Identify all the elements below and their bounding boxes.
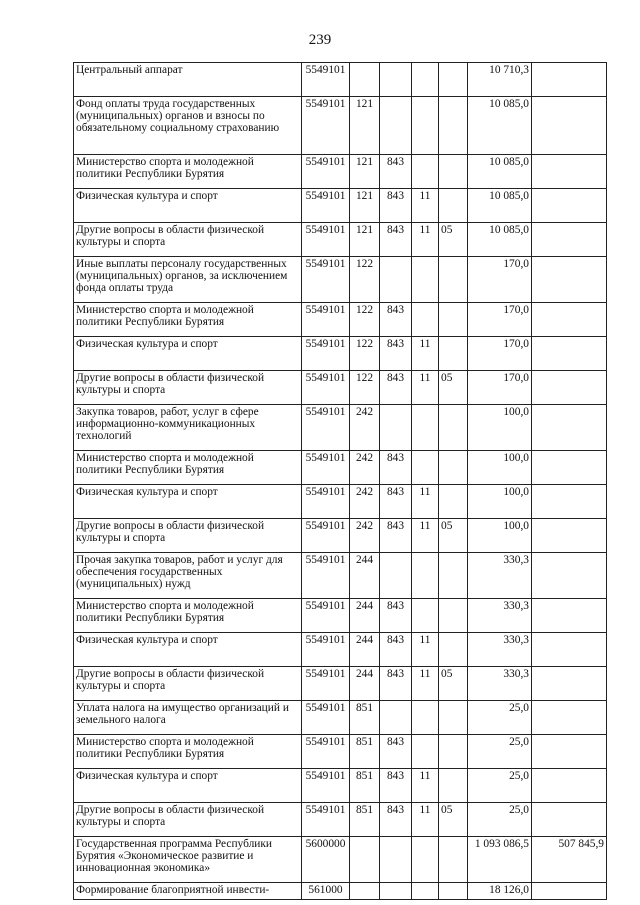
section-cell [412,701,439,735]
ministry-code-cell: 843 [380,451,412,485]
expense-type-cell: 851 [350,701,380,735]
amount-cell: 1 093 086,5 [468,837,532,883]
table-row [74,837,607,883]
target-code-cell: 5549101 [302,735,350,769]
extra-amount-cell [532,667,607,701]
extra-amount-cell [532,257,607,303]
extra-amount-cell [532,519,607,553]
item-name-cell: Физическая культура и спорт [74,633,302,667]
subsection-cell [439,769,468,803]
extra-amount-cell [532,337,607,371]
subsection-cell [439,257,468,303]
item-name-cell: Министерство спорта и молодежной политики Республики Бурятия [74,303,302,337]
expense-type-cell: 122 [350,337,380,371]
item-name-cell: Министерство спорта и молодежной политики Республики Бурятия [74,155,302,189]
extra-amount-cell [532,371,607,405]
amount-cell: 330,3 [468,553,532,599]
subsection-cell: 05 [439,803,468,837]
expense-type-cell: 851 [350,735,380,769]
target-code-cell: 5549101 [302,553,350,599]
subsection-cell [439,303,468,337]
table-row [74,405,607,451]
table-row [74,599,607,633]
item-name-cell: Другие вопросы в области физической культуры и спорта [74,371,302,405]
amount-cell: 10 085,0 [468,189,532,223]
section-cell: 11 [412,769,439,803]
section-cell [412,735,439,769]
section-cell [412,257,439,303]
target-code-cell: 5549101 [302,769,350,803]
extra-amount-cell [532,155,607,189]
extra-amount-cell [532,701,607,735]
amount-cell: 170,0 [468,337,532,371]
amount-cell: 25,0 [468,803,532,837]
ministry-code-cell: 843 [380,337,412,371]
table-row [74,337,607,371]
expense-type-cell: 122 [350,303,380,337]
section-cell: 11 [412,371,439,405]
item-name-cell: Другие вопросы в области физической культуры и спорта [74,803,302,837]
subsection-cell: 05 [439,371,468,405]
section-cell [412,553,439,599]
subsection-cell: 05 [439,519,468,553]
subsection-cell [439,599,468,633]
amount-cell: 10 710,3 [468,63,532,97]
subsection-cell [439,735,468,769]
section-cell: 11 [412,223,439,257]
amount-cell: 170,0 [468,257,532,303]
table-row [74,257,607,303]
target-code-cell: 5549101 [302,223,350,257]
ministry-code-cell [380,405,412,451]
ministry-code-cell [380,883,412,900]
amount-cell: 25,0 [468,769,532,803]
item-name-cell: Другие вопросы в области физической культуры и спорта [74,223,302,257]
subsection-cell [439,155,468,189]
ministry-code-cell [380,63,412,97]
section-cell: 11 [412,803,439,837]
expense-type-cell: 121 [350,223,380,257]
table-row [74,519,607,553]
target-code-cell: 5549101 [302,405,350,451]
target-code-cell: 5549101 [302,337,350,371]
item-name-cell: Фонд оплаты труда государственных (муниципальных) органов и взносы по обязательному социальному страхованию [74,97,302,155]
ministry-code-cell [380,701,412,735]
target-code-cell: 5549101 [302,451,350,485]
amount-cell: 170,0 [468,371,532,405]
ministry-code-cell [380,553,412,599]
target-code-cell: 5549101 [302,155,350,189]
table-row [74,633,607,667]
table-row [74,63,607,97]
extra-amount-cell [532,189,607,223]
table-row [74,371,607,405]
target-code-cell: 5549101 [302,485,350,519]
target-code-cell: 5549101 [302,633,350,667]
table-row [74,553,607,599]
expense-type-cell [350,63,380,97]
item-name-cell: Другие вопросы в области физической культуры и спорта [74,519,302,553]
extra-amount-cell [532,735,607,769]
section-cell: 11 [412,189,439,223]
table-row [74,769,607,803]
expense-type-cell: 244 [350,667,380,701]
ministry-code-cell: 843 [380,599,412,633]
target-code-cell: 5549101 [302,701,350,735]
subsection-cell [439,405,468,451]
section-cell: 11 [412,667,439,701]
extra-amount-cell [532,883,607,900]
extra-amount-cell [532,97,607,155]
extra-amount-cell [532,303,607,337]
subsection-cell [439,883,468,900]
expense-type-cell: 242 [350,451,380,485]
item-name-cell: Центральный аппарат [74,63,302,97]
table-row [74,223,607,257]
ministry-code-cell: 843 [380,735,412,769]
item-name-cell: Физическая культура и спорт [74,189,302,223]
expense-type-cell [350,883,380,900]
amount-cell: 10 085,0 [468,155,532,189]
extra-amount-cell [532,769,607,803]
page-number: 239 [308,32,332,48]
subsection-cell [439,633,468,667]
section-cell: 11 [412,337,439,371]
table-row [74,155,607,189]
expense-type-cell [350,837,380,883]
table-row [74,189,607,223]
table-row [74,701,607,735]
extra-amount-cell [532,451,607,485]
extra-amount-cell [532,633,607,667]
target-code-cell: 5549101 [302,257,350,303]
extra-amount-cell [532,599,607,633]
ministry-code-cell: 843 [380,633,412,667]
extra-amount-cell [532,553,607,599]
extra-amount-cell [532,223,607,257]
extra-amount-cell [532,405,607,451]
expense-type-cell: 121 [350,189,380,223]
subsection-cell [439,451,468,485]
ministry-code-cell: 843 [380,667,412,701]
extra-amount-cell [532,63,607,97]
ministry-code-cell: 843 [380,519,412,553]
amount-cell: 100,0 [468,405,532,451]
extra-amount-cell: 507 845,9 [532,837,607,883]
target-code-cell: 5600000 [302,837,350,883]
item-name-cell: Министерство спорта и молодежной политики Республики Бурятия [74,451,302,485]
section-cell [412,63,439,97]
item-name-cell: Министерство спорта и молодежной политики Республики Бурятия [74,735,302,769]
subsection-cell [439,63,468,97]
expense-type-cell: 244 [350,599,380,633]
table-row [74,803,607,837]
ministry-code-cell: 843 [380,155,412,189]
target-code-cell: 5549101 [302,667,350,701]
expense-type-cell: 122 [350,257,380,303]
subsection-cell [439,337,468,371]
expense-type-cell: 242 [350,405,380,451]
section-cell: 11 [412,519,439,553]
table-row [74,97,607,155]
expense-type-cell: 851 [350,769,380,803]
section-cell: 11 [412,633,439,667]
amount-cell: 330,3 [468,633,532,667]
expense-type-cell: 121 [350,97,380,155]
budget-table [73,62,607,900]
amount-cell: 100,0 [468,485,532,519]
item-name-cell: Физическая культура и спорт [74,337,302,371]
section-cell [412,155,439,189]
section-cell [412,837,439,883]
ministry-code-cell: 843 [380,769,412,803]
section-cell [412,303,439,337]
ministry-code-cell: 843 [380,189,412,223]
subsection-cell: 05 [439,667,468,701]
ministry-code-cell: 843 [380,223,412,257]
table-row [74,735,607,769]
expense-type-cell: 851 [350,803,380,837]
item-name-cell: Государственная программа Республики Бурятия «Экономическое развитие и инновационная экономика» [74,837,302,883]
amount-cell: 100,0 [468,451,532,485]
table-row [74,451,607,485]
ministry-code-cell: 843 [380,803,412,837]
item-name-cell: Министерство спорта и молодежной политики Республики Бурятия [74,599,302,633]
target-code-cell: 5549101 [302,189,350,223]
amount-cell: 25,0 [468,735,532,769]
expense-type-cell: 244 [350,553,380,599]
item-name-cell: Формирование благоприятной инвести- [74,883,302,900]
subsection-cell [439,837,468,883]
expense-type-cell: 121 [350,155,380,189]
item-name-cell: Прочая закупка товаров, работ и услуг для обеспечения государственных (муниципальных) нужд [74,553,302,599]
item-name-cell: Другие вопросы в области физической культуры и спорта [74,667,302,701]
item-name-cell: Физическая культура и спорт [74,485,302,519]
target-code-cell: 5549101 [302,519,350,553]
amount-cell: 170,0 [468,303,532,337]
item-name-cell: Закупка товаров, работ, услуг в сфере информационно-коммуникационных технологий [74,405,302,451]
amount-cell: 18 126,0 [468,883,532,900]
section-cell [412,883,439,900]
target-code-cell: 5549101 [302,97,350,155]
section-cell [412,599,439,633]
target-code-cell: 5549101 [302,303,350,337]
subsection-cell [439,701,468,735]
amount-cell: 10 085,0 [468,223,532,257]
subsection-cell [439,485,468,519]
amount-cell: 10 085,0 [468,97,532,155]
table-row [74,883,607,900]
ministry-code-cell [380,257,412,303]
table-row [74,303,607,337]
amount-cell: 100,0 [468,519,532,553]
target-code-cell: 5549101 [302,371,350,405]
item-name-cell: Иные выплаты персоналу государственных (муниципальных) органов, за исключением фонда оплаты труда [74,257,302,303]
section-cell [412,97,439,155]
target-code-cell: 5549101 [302,803,350,837]
expense-type-cell: 242 [350,485,380,519]
amount-cell: 330,3 [468,667,532,701]
expense-type-cell: 242 [350,519,380,553]
subsection-cell [439,97,468,155]
table-row [74,485,607,519]
ministry-code-cell [380,837,412,883]
item-name-cell: Физическая культура и спорт [74,769,302,803]
subsection-cell [439,189,468,223]
expense-type-cell: 122 [350,371,380,405]
ministry-code-cell [380,97,412,155]
table-body [74,63,607,900]
target-code-cell: 5549101 [302,599,350,633]
extra-amount-cell [532,485,607,519]
amount-cell: 330,3 [468,599,532,633]
table-row [74,667,607,701]
extra-amount-cell [532,803,607,837]
section-cell [412,405,439,451]
section-cell [412,451,439,485]
subsection-cell [439,553,468,599]
target-code-cell: 5549101 [302,63,350,97]
subsection-cell: 05 [439,223,468,257]
amount-cell: 25,0 [468,701,532,735]
target-code-cell: 561000 [302,883,350,900]
ministry-code-cell: 843 [380,485,412,519]
ministry-code-cell: 843 [380,303,412,337]
item-name-cell: Уплата налога на имущество организаций и земельного налога [74,701,302,735]
section-cell: 11 [412,485,439,519]
expense-type-cell: 244 [350,633,380,667]
ministry-code-cell: 843 [380,371,412,405]
